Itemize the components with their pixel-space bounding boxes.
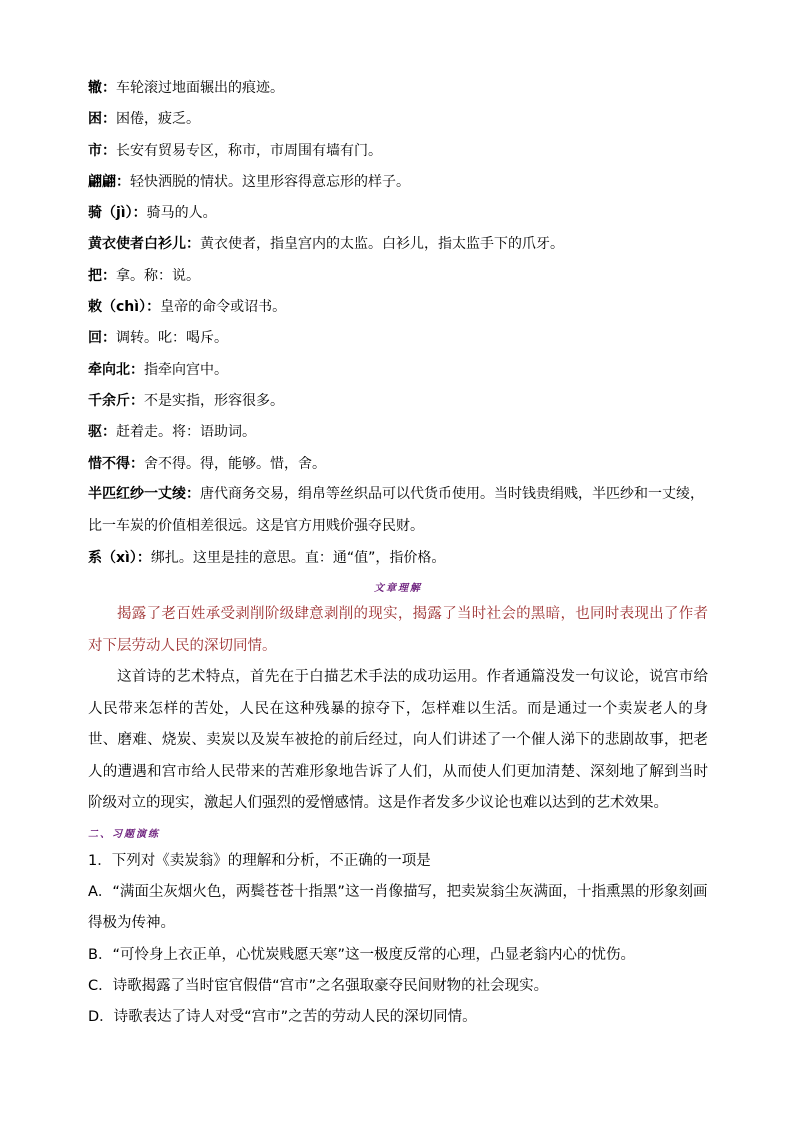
gloss-term: 市： xyxy=(88,142,116,159)
gloss-definition: 舍不得。得，能够。惜，舍。 xyxy=(144,455,326,472)
analysis-highlight-paragraph: 揭露了老百姓承受剥削阶级肆意剥削的现实，揭露了当时社会的黑暗，也同时表现出了作者对下层劳动人民的深切同情。 xyxy=(88,606,708,654)
gloss-definition: 拿。称：说。 xyxy=(116,267,200,284)
gloss-item xyxy=(88,422,708,442)
gloss-term: 把： xyxy=(88,267,116,284)
section-title-practice: 二、习题演练 xyxy=(88,828,160,840)
gloss-item xyxy=(88,109,708,129)
gloss-term: 驱： xyxy=(88,424,116,441)
gloss-item xyxy=(88,234,708,254)
gloss-definition: 不是实指，形容很多。 xyxy=(144,392,284,409)
gloss-definition: 车轮滚过地面辗出的痕迹。 xyxy=(116,80,284,96)
gloss-term: 骑（jì）： xyxy=(88,205,147,222)
gloss-item xyxy=(88,297,708,317)
gloss-item xyxy=(88,479,708,542)
gloss-item xyxy=(88,360,708,380)
gloss-term: 半匹红纱一丈绫： xyxy=(88,486,200,503)
gloss-definition: 轻快洒脱的情状。这里形容得意忘形的样子。 xyxy=(130,173,410,190)
gloss-term: 敕（chì）： xyxy=(88,299,161,316)
document-page xyxy=(88,78,708,1033)
answer-option-c: C．诗歌揭露了当时宦官假借“宫市”之名强取豪夺民间财物的社会现实。 xyxy=(88,977,549,994)
gloss-term: 惜不得： xyxy=(88,455,144,472)
gloss-item xyxy=(88,328,708,348)
gloss-item xyxy=(88,454,708,474)
gloss-definition: 骑马的人。 xyxy=(146,205,217,222)
gloss-definition: 唐代商务交易，绢帛等丝织品可以代货币使用。当时钱贵绢贱，半匹纱和一丈绫，比一车炭的价值相差很远。这是官方用贱价强夺民财。 xyxy=(88,486,704,534)
gloss-item xyxy=(88,203,708,223)
gloss-term: 辙： xyxy=(88,80,116,96)
gloss-item xyxy=(88,548,708,568)
gloss-term: 千余斤： xyxy=(88,392,144,409)
gloss-item xyxy=(88,172,708,192)
section-title-analysis: 文章理解 xyxy=(374,583,422,595)
question-stem: 1．下列对《卖炭翁》的理解和分析，不正确的一项是 xyxy=(88,852,431,869)
gloss-definition: 长安有贸易专区，称市，市周围有墙有门。 xyxy=(116,142,382,159)
gloss-definition: 调转。叱：喝斥。 xyxy=(116,330,228,347)
gloss-item xyxy=(88,266,708,286)
gloss-term: 黄衣使者白衫儿： xyxy=(88,236,200,253)
gloss-term: 系（xì）： xyxy=(88,549,151,566)
gloss-definition: 黄衣使者，指皇宫内的太监。白衫儿，指太监手下的爪牙。 xyxy=(200,236,564,253)
analysis-body-paragraph: 这首诗的艺术特点，首先在于白描艺术手法的成功运用。作者通篇没发一句议论，说宫市给人民带来怎样的苦处，人民在这种残暴的掠夺下，怎样难以生活。而是通过一个卖炭老人的身世、磨难、烧炭、卖炭以及炭车被抢的前后经过，向人们讲述了一个催人涕下的悲剧故事，把老人的遭遇和宫市给人民带来的苦难形象地告诉了人们，从而使人们更加清楚、深刻地了解到当时阶级对立的现实，激起人们强烈的爱憎感情。这是作者发多少议论也难以达到的艺术效果。 xyxy=(88,669,708,812)
gloss-definition: 困倦，疲乏。 xyxy=(116,111,200,128)
gloss-term: 牵向北： xyxy=(88,361,144,378)
answer-option-b: B．“可怜身上衣正单，心忧炭贱愿天寒”这一极度反常的心理，凸显老翁内心的忧伤。 xyxy=(88,946,635,963)
gloss-definition: 绑扎。这里是挂的意思。直：通“值”，指价格。 xyxy=(150,549,446,566)
gloss-item xyxy=(88,141,708,161)
gloss-item xyxy=(88,78,708,98)
gloss-term: 困： xyxy=(88,111,116,128)
gloss-definition: 皇帝的命令或诏书。 xyxy=(160,299,287,316)
answer-option-a: A．“满面尘灰烟火色，两鬓苍苍十指黑”这一肖像描写，把卖炭翁尘灰满面，十指熏黑的形象刻画得极为传神。 xyxy=(88,883,708,932)
gloss-definition: 赶着走。将：语助词。 xyxy=(116,424,256,441)
gloss-definition: 指牵向宫中。 xyxy=(144,361,228,378)
gloss-term: 翩翩： xyxy=(88,173,130,190)
gloss-term: 回： xyxy=(88,330,116,347)
answer-option-d: D．诗歌表达了诗人对受“宫市”之苦的劳动人民的深切同情。 xyxy=(88,1009,477,1026)
gloss-item xyxy=(88,391,708,411)
